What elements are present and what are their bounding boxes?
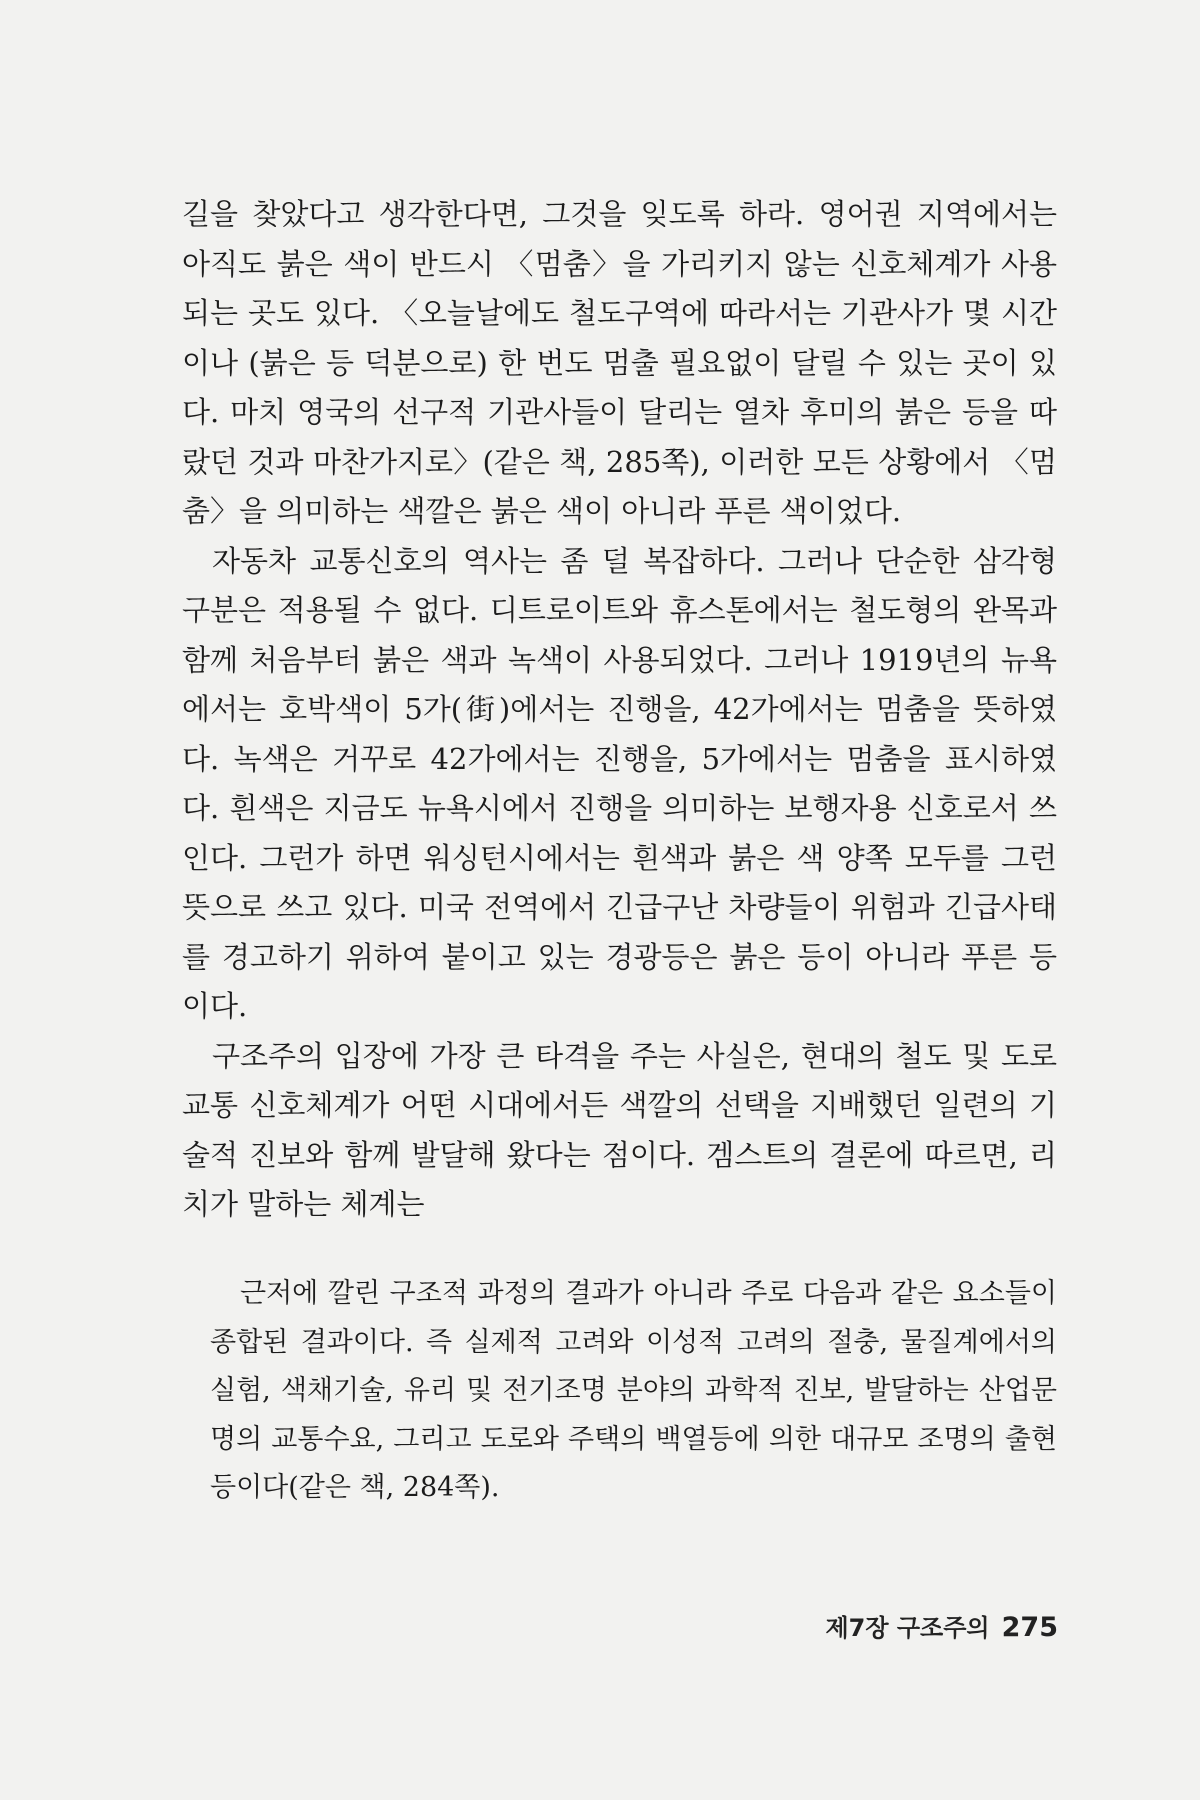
page-footer <box>825 1608 1058 1643</box>
block-quote: 근저에 깔린 구조적 과정의 결과가 아니라 주로 다음과 같은 요소들이 종합된 결과이다. 즉 실제적 고려와 이성적 고려의 절충, 물질계에서의 실험, 색채기술, 유리 및 전기조명 분야의 과학적 진보, 발달하는 산업문명의 교통수요, 그리고 도로와 주택의 백열등에 의한 대규모 조명의 출현 등이다(같은 책, 284쪽). <box>210 1278 1057 1503</box>
paragraph-2: 자동차 교통신호의 역사는 좀 덜 복잡하다. 그러나 단순한 삼각형 구분은 적용될 수 없다. 디트로이트와 휴스톤에서는 철도형의 완목과 함께 처음부터 붉은 색과 녹색이 사용되었다. 그러나 1919년의 뉴욕에서는 호박색이 5가(街)에서는 진행을, 42가에서는 멈춤을 뜻하였다. 녹색은 거꾸로 42가에서는 진행을, 5가에서는 멈춤을 표시하였다. 흰색은 지금도 뉴욕시에서 진행을 의미하는 보행자용 신호로서 쓰인다. 그런가 하면 워싱턴시에서는 흰색과 붉은 색 양쪽 모두를 그런 뜻으로 쓰고 있다. 미국 전역에서 긴급구난 차량들이 위험과 긴급사태를 경고하기 위하여 붙이고 있는 경광등은 붉은 등이 아니라 푸른 등이다. <box>182 543 1057 1023</box>
main-text <box>182 190 1057 1230</box>
paragraph-1: 길을 찾았다고 생각한다면, 그것을 잊도록 하라. 영어권 지역에서는 아직도 붉은 색이 반드시 〈멈춤〉을 가리키지 않는 신호체계가 사용되는 곳도 있다. 〈오늘날에도 철도구역에 따라서는 기관사가 몇 시간이나 (붉은 등 덕분으로) 한 번도 멈출 필요없이 달릴 수 있는 곳이 있다. 마치 영국의 선구적 기관사들이 달리는 열차 후미의 붉은 등을 따랐던 것과 마찬가지로〉(같은 책, 285쪽), 이러한 모든 상황에서 〈멈춤〉을 의미하는 색깔은 붉은 색이 아니라 푸른 색이었다. <box>182 197 1057 528</box>
page-number: 275 <box>1001 1612 1058 1643</box>
chapter-title: 제7장 구조주의 <box>825 1614 990 1642</box>
paragraph-3: 구조주의 입장에 가장 큰 타격을 주는 사실은, 현대의 철도 및 도로교통 신호체계가 어떤 시대에서든 색깔의 선택을 지배했던 일련의 기술적 진보와 함께 발달해 왔다는 점이다. 겜스트의 결론에 따르면, 리치가 말하는 체계는 <box>182 1038 1057 1221</box>
